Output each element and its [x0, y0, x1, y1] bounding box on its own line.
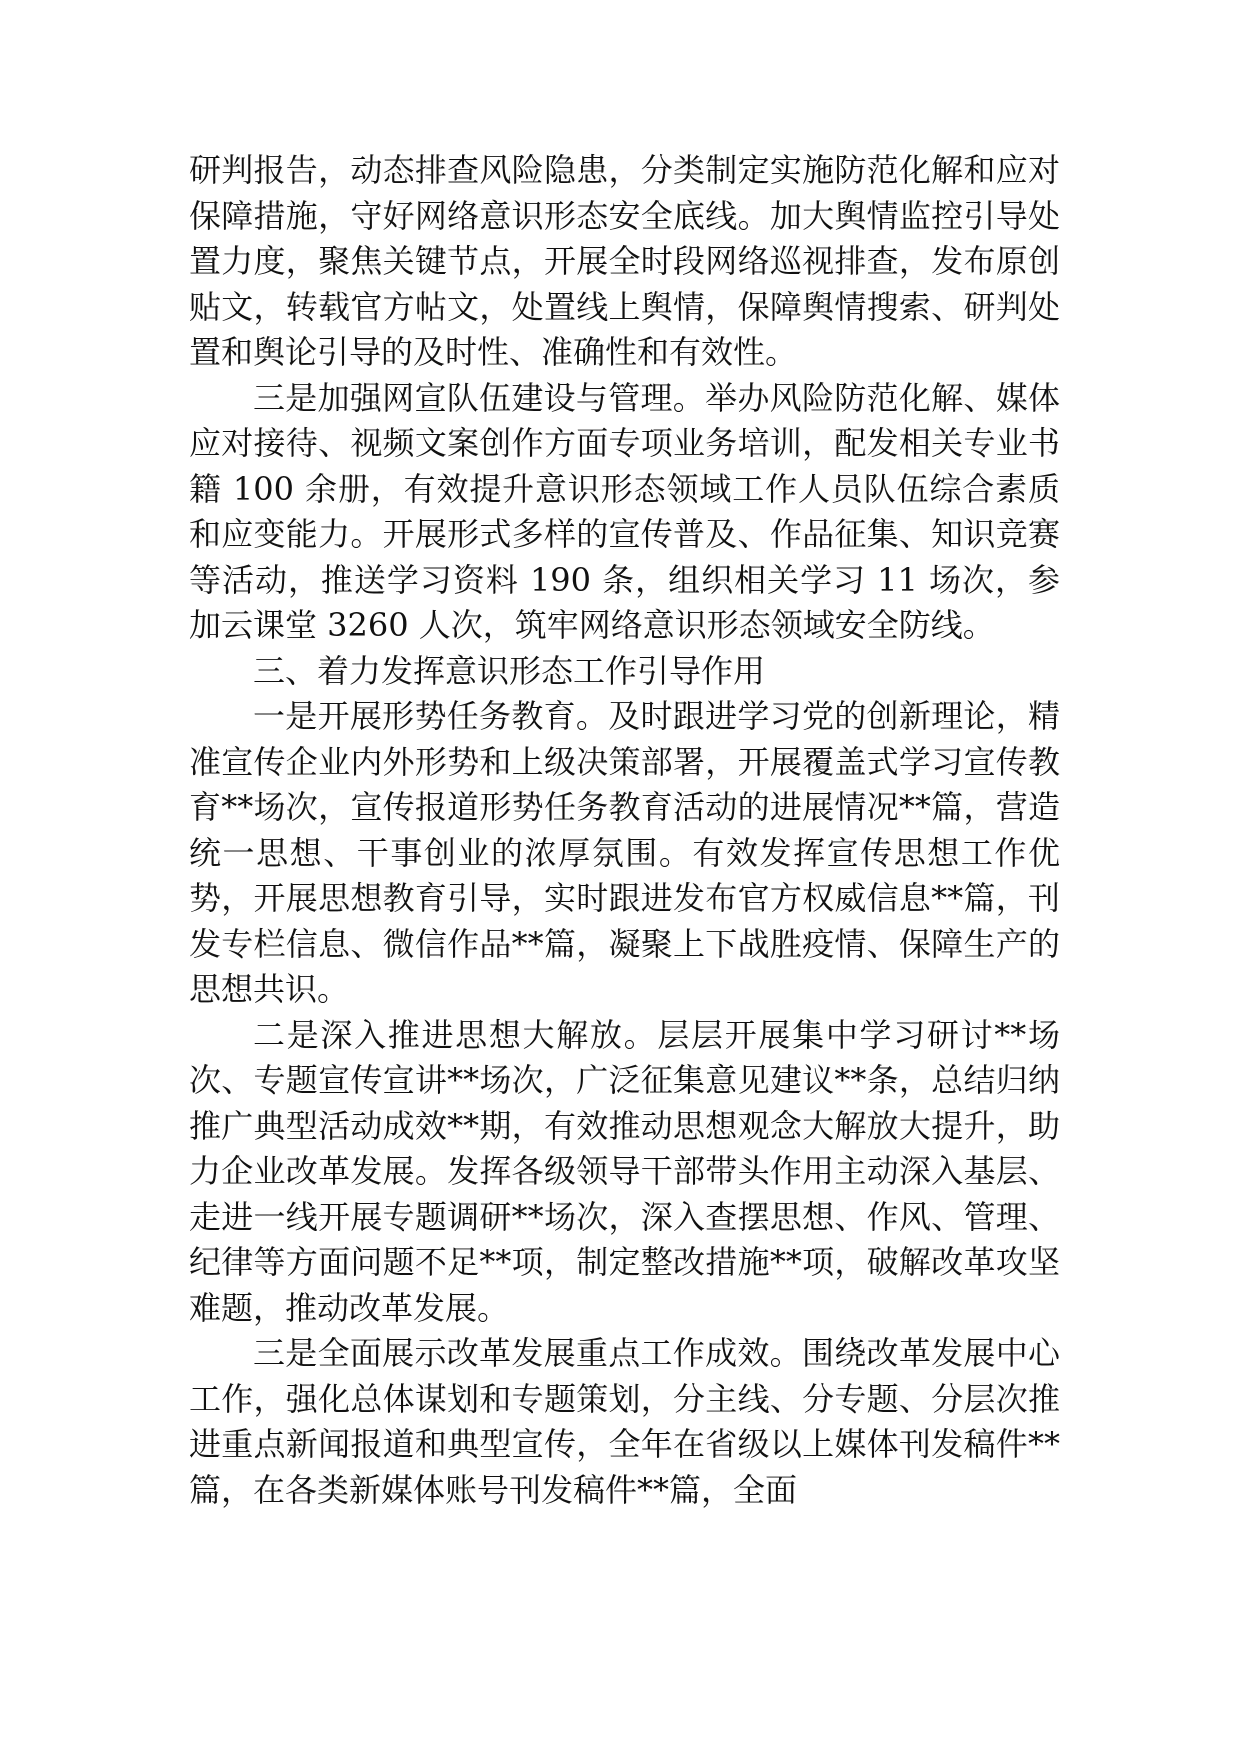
paragraph-thought-liberation: 二是深入推进思想大解放。层层开展集中学习研讨**场次、专题宣传宣讲**场次，广泛征集意见建议**条，总结归纳推广典型活动成效**期，有效推动思想观念大解放大提升，助力企业改革发展。发挥各级领导干部带头作用主动深入基层、走进一线开展专题调研**场次，深入查摆思想、作风、管理、纪律等方面问题不足**项，制定整改措施**项，破解改革攻坚难题，推动改革发展。 — [189, 1015, 1060, 1327]
section-heading: 三、着力发挥意识形态工作引导作用 — [253, 651, 766, 690]
document-body — [189, 148, 1060, 1513]
paragraph-team-building: 三是加强网宣队伍建设与管理。举办风险防范化解、媒体应对接待、视频文案创作方面专项业务培训，配发相关专业书籍 100 余册，有效提升意识形态领域工作人员队伍综合素质和应变能力。开展形式多样的宣传普及、作品征集、知识竞赛等活动，推送学习资料 190 条，组织相关学习 11 场次，参加云课堂 3260 人次，筑牢网络意识形态领域安全防线。 — [189, 378, 1060, 644]
paragraph-situation-education: 一是开展形势任务教育。及时跟进学习党的创新理论，精准宣传企业内外形势和上级决策部署，开展覆盖式学习宣传教育**场次，宣传报道形势任务教育活动的进展情况**篇，营造统一思想、干事创业的浓厚氛围。有效发挥宣传思想工作优势，开展思想教育引导，实时跟进发布官方权威信息**篇，刊发专栏信息、微信作品**篇，凝聚上下战胜疫情、保障生产的思想共识。 — [189, 697, 1060, 1008]
paragraph-continued: 研判报告，动态排查风险隐患，分类制定实施防范化解和应对保障措施，守好网络意识形态安全底线。加大舆情监控引导处置力度，聚焦关键节点，开展全时段网络巡视排查，发布原创贴文，转载官方帖文，处置线上舆情，保障舆情搜索、研判处置和舆论引导的及时性、准确性和有效性。 — [189, 151, 1060, 371]
paragraph-reform-results: 三是全面展示改革发展重点工作成效。围绕改革发展中心工作，强化总体谋划和专题策划，分主线、分专题、分层次推进重点新闻报道和典型宣传，全年在省级以上媒体刊发稿件**篇，在各类新媒体账号刊发稿件**篇，全面 — [189, 1334, 1060, 1509]
